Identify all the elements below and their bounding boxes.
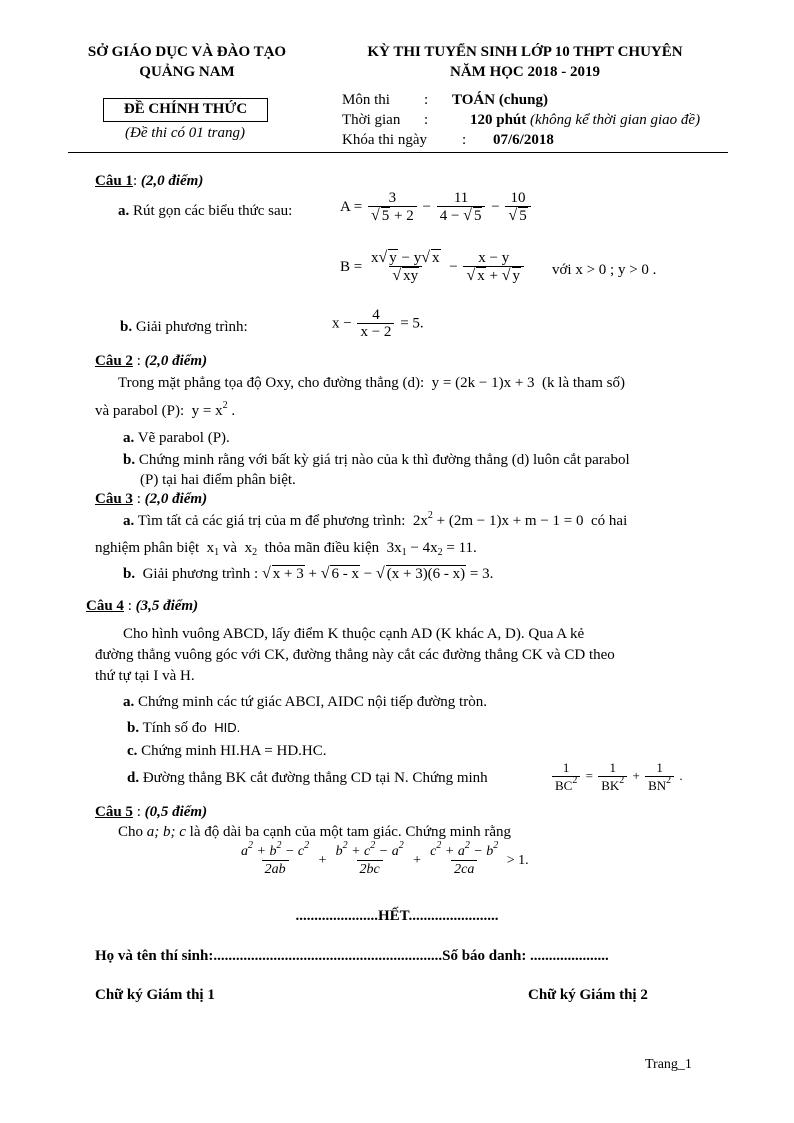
header-rule [68, 152, 728, 153]
q4-p1: Cho hình vuông ABCD, lấy điểm K thuộc cạnh AD (K khác A, D). Qua A kẻ [123, 626, 585, 642]
time-label: Thời gian [342, 112, 401, 128]
time-line [470, 112, 700, 129]
time-value: 120 phút [470, 112, 527, 128]
colon: : [462, 132, 467, 148]
q5-inequality: $\frac{a^2 + b^2 - c^2}{2ab}$ + $\frac{b^2 + c^2 - a^2}{2bc}$ + $\frac{c^2 + a^2 - b^2}{2ca}$ > 1. [241, 840, 529, 877]
candidate-line: Họ và tên thí sinh:.............................................................Số báo danh: ..................... [95, 948, 609, 964]
q3b-line: b. Giải phương trình : √ x + 3 + √ 6 - x − √ (x + 3)(6 - x) = 3. [123, 565, 494, 582]
q2-title: Câu 2 [95, 353, 133, 369]
q4c-line: c. Chứng minh HI.HA = HD.HC. [127, 743, 327, 759]
page-number: Trang_1 [645, 1057, 692, 1072]
q4-p2: đường thẳng vuông góc với CK, đường thẳng này cắt các đường thẳng CK và CD theo [95, 647, 615, 663]
q2b-line1: b. Chứng minh rằng với bất kỳ giá trị nào của k thì đường thẳng (d) luôn cắt parabol [123, 452, 630, 468]
q3-heading: Câu 3 : (2,0 điểm) [95, 491, 208, 507]
q3a-line1: a. Tìm tất cả các giá trị của m để phương trình: $2x^2 + (2m - 1)x + m - 1 = 0$ có hai [123, 510, 628, 529]
q1b-line [120, 319, 248, 336]
q4b-line: b. Tính số đo HID. [127, 720, 241, 736]
pages-note: (Đề thi có 01 trang) [125, 125, 245, 141]
q3a-line2: nghiệm phân biệt $x_1$ và $x_2$ thỏa mãn điều kiện $3x_1 - 4x_2 = 11$. [95, 540, 477, 558]
q2-parabola: và parabol (P): $y = x^2$ . [95, 400, 236, 419]
q1a-label: a. [118, 203, 130, 219]
expr-B: B = $\frac{x√ y - y√ x}{√ xy}$ − $\frac{x - y}{√ x + √ y}$ [340, 250, 526, 285]
school-year: NĂM HỌC 2018 - 2019 [450, 64, 600, 80]
q4d-formula: $\frac{1}{BC^2}$ = $\frac{1}{BK^2}$ + $\frac{1}{BN^2}$ . [550, 760, 683, 794]
q5-heading: Câu 5 : (0,5 điểm) [95, 804, 208, 820]
colon: : [424, 112, 429, 128]
q2a-line: a. Vẽ parabol (P). [123, 430, 230, 446]
q1-condition: với x > 0 ; y > 0 . [552, 262, 657, 278]
date-value: 07/6/2018 [493, 132, 554, 148]
end-marker: ......................HẾT........................ [295, 908, 499, 924]
q1a-line [118, 203, 292, 220]
q1a-text: Rút gọn các biểu thức sau: [133, 203, 293, 219]
province-name: QUẢNG NAM [139, 64, 235, 80]
exam-title: KỲ THI TUYỂN SINH LỚP 10 THPT CHUYÊN [367, 44, 683, 60]
q1b-equation: x − $\frac{4}{x - 2}$ = 5. [332, 307, 424, 340]
q4d-line: d. Đường thẳng BK cắt đường thẳng CD tại N. Chứng minh [127, 770, 488, 786]
colon: : [424, 92, 429, 108]
q2-intro: Trong mặt phẳng tọa độ Oxy, cho đường thẳng (d): y = (2k − 1)x + 3 (k là tham số) [118, 375, 625, 391]
time-note: (không kể thời gian giao đề) [530, 112, 701, 128]
q1-heading: Câu 1: (2,0 điểm) [95, 173, 204, 189]
expr-A: A = $\frac{3}{√ 5 + 2}$ − $\frac{11}{4 - √ 5}$ − $\frac{10}{√ 5}$ [340, 190, 533, 225]
q2-heading: Câu 2 : (2,0 điểm) [95, 353, 208, 369]
q1b-label: b. [120, 319, 133, 335]
q1b-text: Giải phương trình: [135, 319, 248, 335]
date-label: Khóa thi ngày [342, 132, 427, 148]
q2-points: (2,0 điểm) [144, 353, 208, 369]
q4a-line: a. Chứng minh các tứ giác ABCI, AIDC nội tiếp đường tròn. [123, 694, 487, 710]
q1-title: Câu 1 [95, 173, 133, 189]
q4-heading: Câu 4 : (3,5 điểm) [86, 598, 199, 614]
subject-label: Môn thi [342, 92, 390, 108]
department-name: SỞ GIÁO DỤC VÀ ĐÀO TẠO [87, 44, 287, 60]
q4-p3: thứ tự tại I và H. [95, 668, 195, 684]
q2b-line2: (P) tại hai điểm phân biệt. [140, 472, 296, 488]
proctor1-signature: Chữ ký Giám thị 1 [95, 987, 215, 1003]
subject-value: TOÁN (chung) [452, 92, 548, 108]
official-label: ĐỀ CHÍNH THỨC [123, 101, 248, 117]
q1-points: (2,0 điểm) [140, 173, 204, 189]
angle-hid: HID. [214, 720, 241, 735]
proctor2-signature: Chữ ký Giám thị 2 [528, 987, 648, 1003]
q5-intro: Cho a; b; c là độ dài ba cạnh của một tam giác. Chứng minh rằng [118, 824, 512, 840]
